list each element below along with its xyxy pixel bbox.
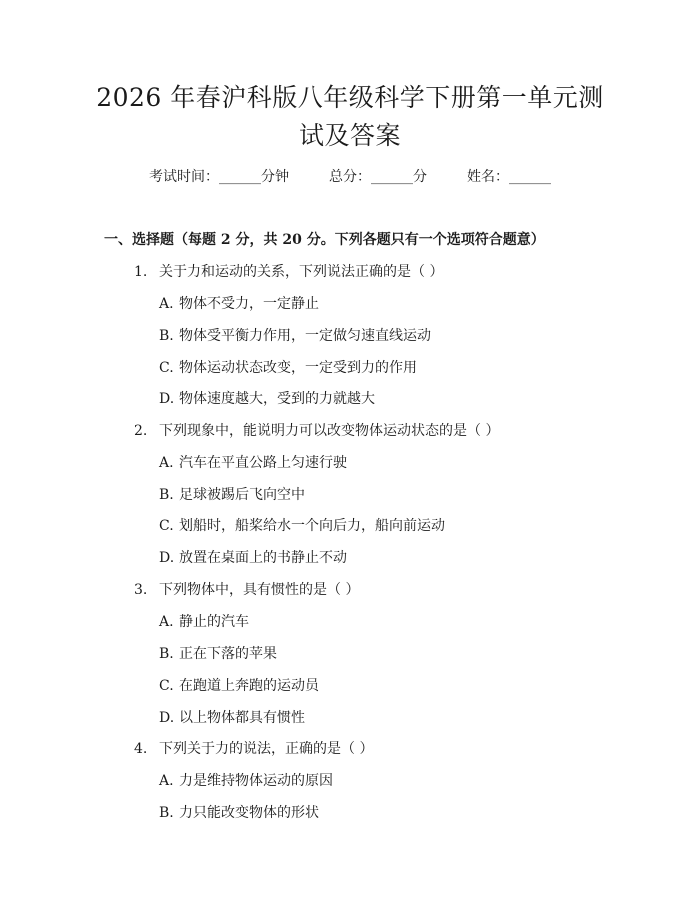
option-text: 物体速度越大，受到的力就越大 (179, 391, 375, 407)
option-text: 静止的汽车 (179, 614, 249, 630)
option-letter: C. (159, 678, 174, 694)
option-letter: B. (159, 805, 174, 821)
option-text: 物体运动状态改变，一定受到力的作用 (179, 360, 417, 376)
option-text: 正在下落的苹果 (179, 646, 277, 662)
question-number: 1. (134, 264, 148, 280)
question-number: 2. (134, 423, 148, 439)
option-letter: D. (159, 391, 175, 407)
question-text: 下列物体中，具有惯性的是（ ） (159, 582, 360, 598)
question-number: 4. (134, 741, 148, 757)
option-text: 力只能改变物体的形状 (179, 805, 319, 821)
option-letter: A. (159, 455, 174, 471)
question-number: 3. (134, 582, 148, 598)
option-letter: D. (159, 550, 175, 566)
option-text: 物体受平衡力作用，一定做匀速直线运动 (179, 328, 431, 344)
option-text: 足球被踢后飞向空中 (179, 487, 305, 503)
option-letter: A. (159, 614, 174, 630)
page-title-line-1: 2026 年春沪科版八年级科学下册第一单元测 (96, 83, 604, 112)
option-letter: D. (159, 710, 175, 726)
option-letter: B. (159, 328, 174, 344)
option-letter: B. (159, 487, 174, 503)
option-text: 以上物体都具有惯性 (179, 710, 305, 726)
option-text: 物体不受力，一定静止 (179, 296, 319, 312)
exam-info-row (0, 167, 700, 187)
option-letter: A. (159, 296, 174, 312)
question-text: 关于力和运动的关系，下列说法正确的是（ ） (159, 264, 444, 280)
section-header-multiple-choice: 一、选择题（每题 2 分，共 20 分。下列各题只有一个选项符合题意） (104, 232, 545, 248)
exam-time-field: 考试时间：______分钟 (149, 169, 289, 185)
option-text: 划船时，船桨给水一个向后力，船向前运动 (179, 518, 445, 534)
option-text: 放置在桌面上的书静止不动 (179, 550, 347, 566)
option-letter: A. (159, 773, 174, 789)
question-text: 下列现象中，能说明力可以改变物体运动状态的是（ ） (159, 423, 500, 439)
option-letter: B. (159, 646, 174, 662)
total-score-field: 总分：______分 (329, 169, 427, 185)
option-text: 在跑道上奔跑的运动员 (179, 678, 319, 694)
option-text: 汽车在平直公路上匀速行驶 (179, 455, 347, 471)
question-text: 下列关于力的说法，正确的是（ ） (159, 741, 374, 757)
option-text: 力是维持物体运动的原因 (179, 773, 333, 789)
page-title-line-2: 试及答案 (298, 121, 401, 150)
student-name-field: 姓名：______ (467, 169, 551, 185)
option-letter: C. (159, 360, 174, 376)
option-letter: C. (159, 518, 174, 534)
